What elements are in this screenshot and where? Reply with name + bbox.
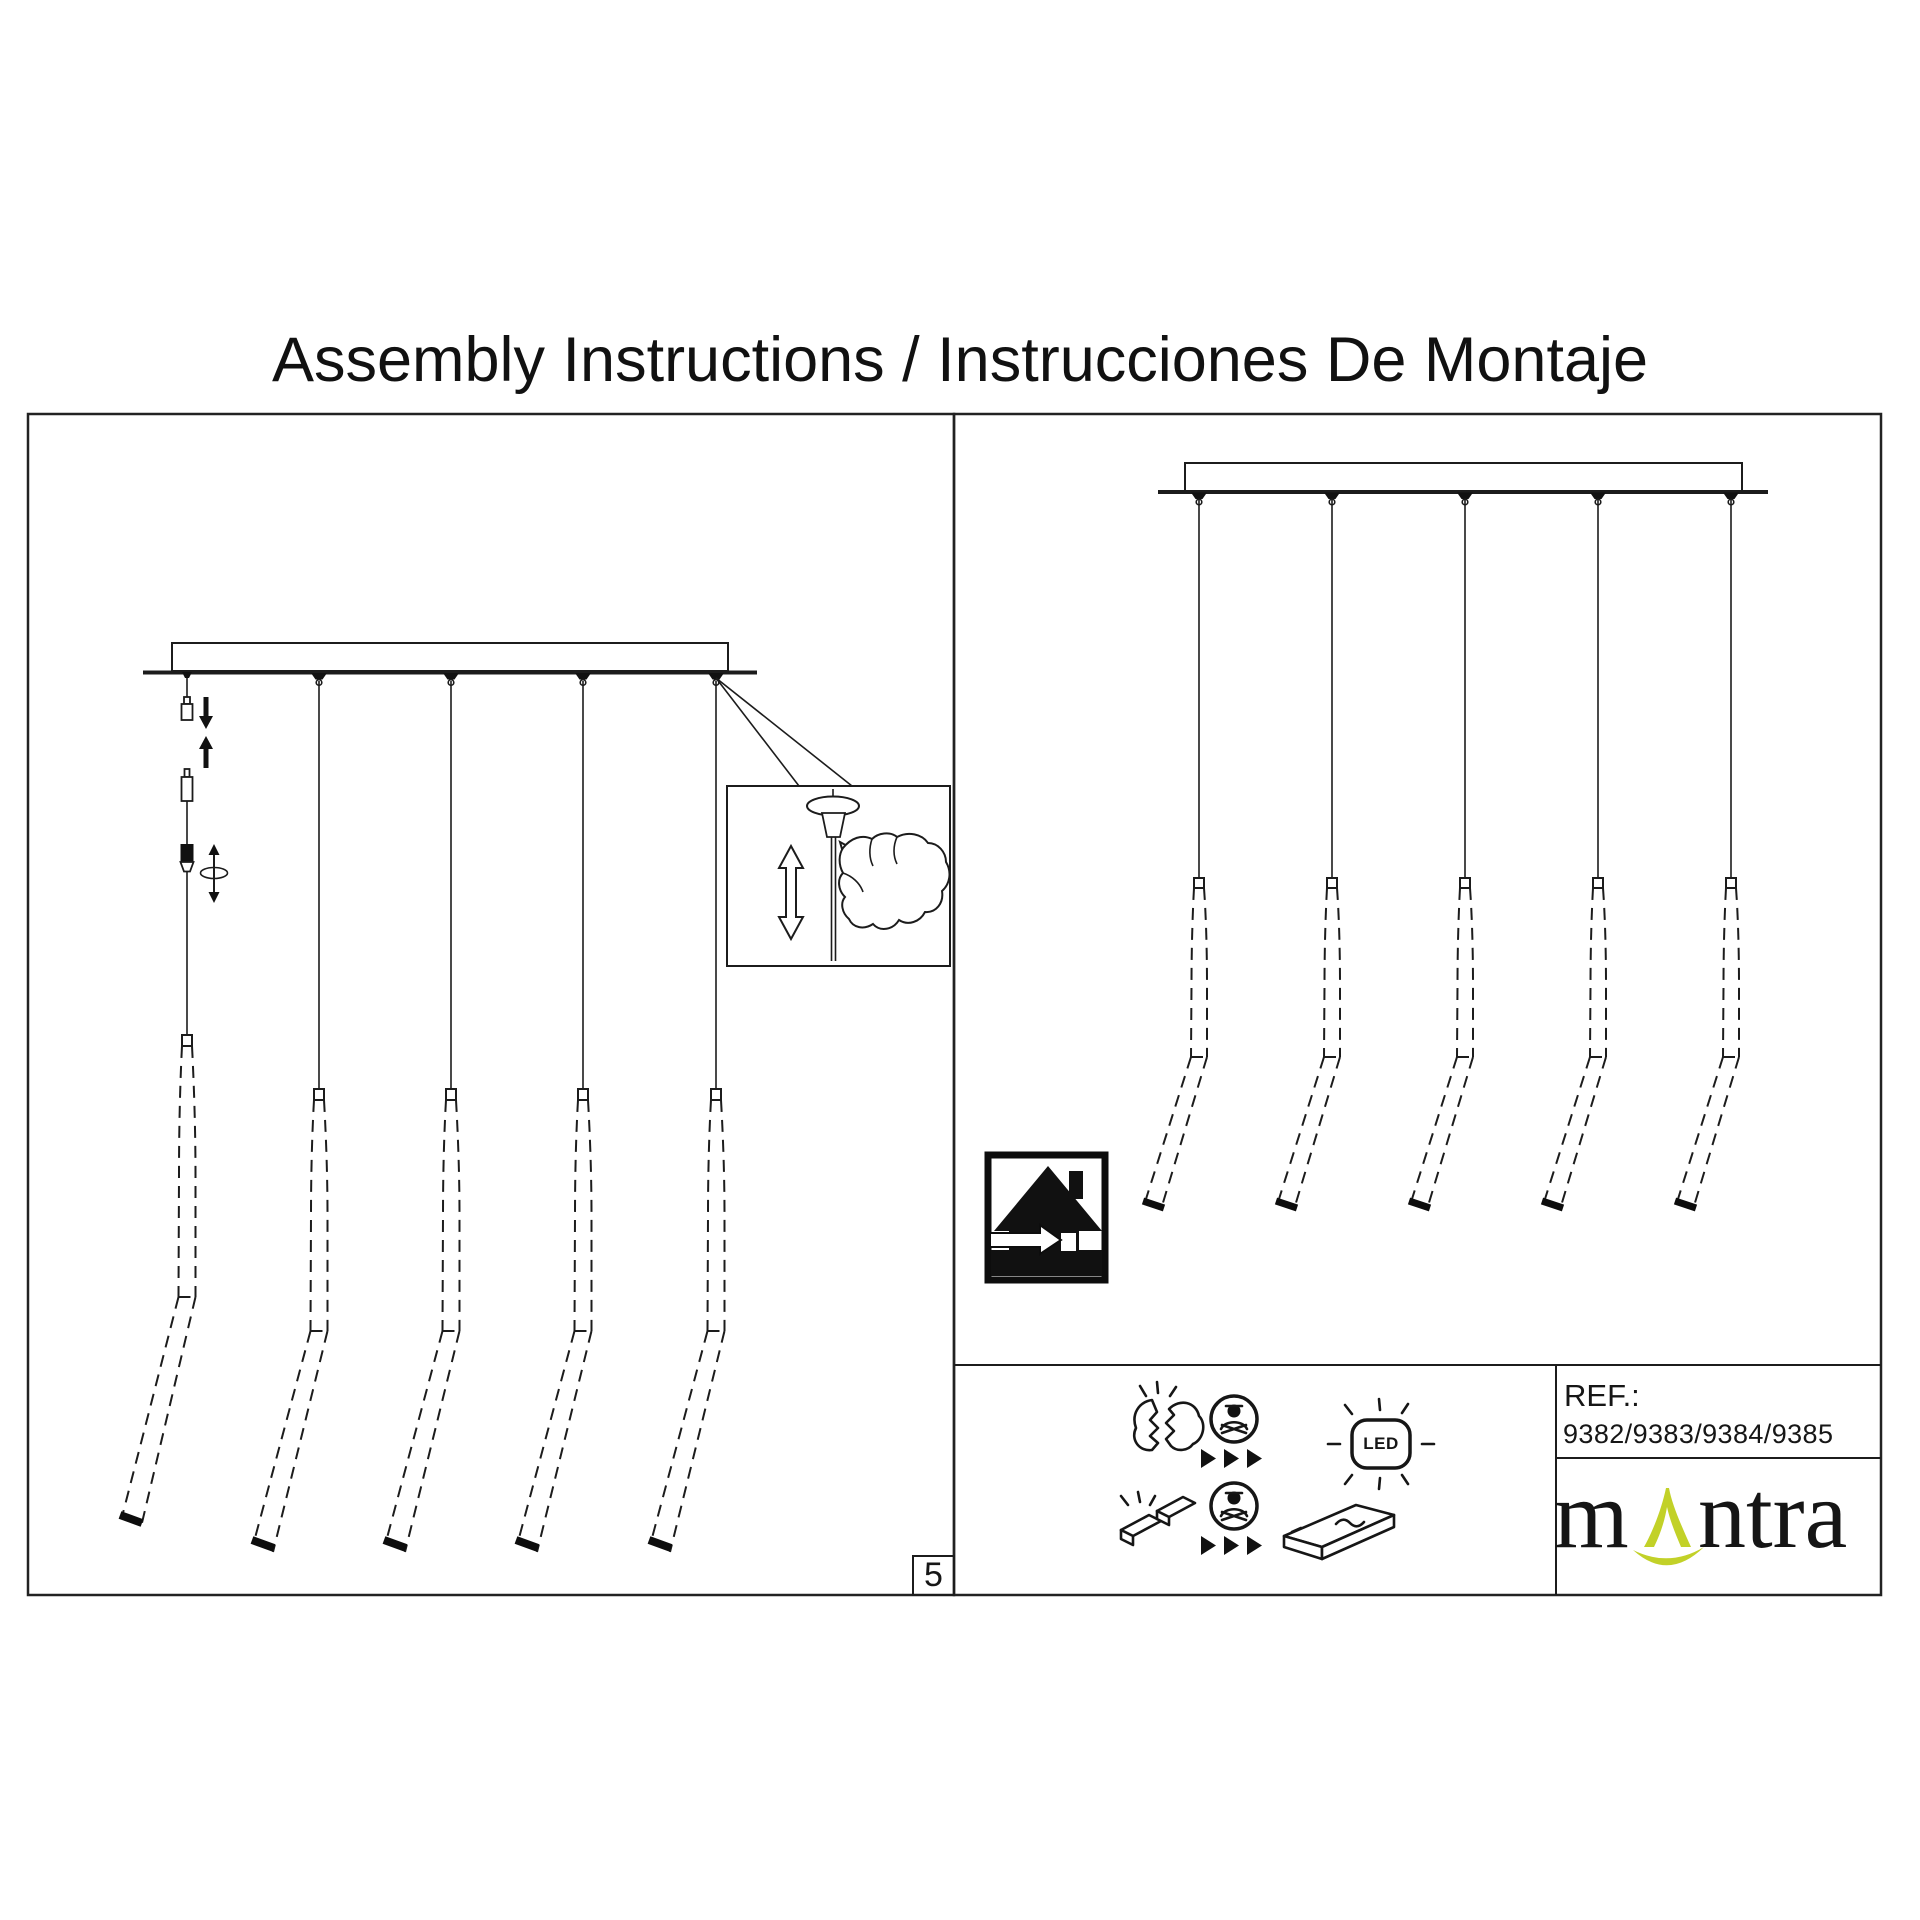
logo-text-suffix: ntra [1698,1467,1848,1568]
mantra-logo [1548,1467,1888,1602]
led-lamp-label: LED [1363,1434,1399,1453]
pendant-tube [252,1089,328,1552]
left-assembly-diagram [120,643,950,1552]
pull-up-arrow-icon [199,736,213,768]
pendant-tube [1409,878,1473,1208]
height-adjustment-inset [727,786,950,966]
qualified-person-icon [1211,1396,1257,1442]
pendant-tube [120,1035,196,1527]
proceed-arrows-icon [1201,1536,1262,1555]
qualified-person-icon [1211,1483,1257,1529]
page-title: Assembly Instructions / Instrucciones De Montaje [271,325,1649,395]
push-down-arrow-icon [199,697,213,729]
pendant-tube [1542,878,1606,1208]
right-panel-border [954,414,1881,1595]
right-assembly-diagram [988,463,1768,1280]
safety-icons [1121,1382,1434,1559]
logo-smile-icon [1633,1547,1704,1565]
page-number: 5 [924,1556,943,1594]
callout-line [716,678,799,786]
pendant-tube [1675,878,1739,1208]
callout-line [716,678,852,786]
exploded-cable-connector [181,672,228,1035]
proceed-arrows-icon [1201,1449,1262,1468]
pendant-tube [516,1089,592,1552]
led-driver-icon [1284,1505,1394,1559]
rotate-connector-icon [201,844,228,903]
ceiling-canopy-right [1185,463,1742,491]
logo-text-prefix: m [1554,1467,1629,1568]
pendant-tube [1276,878,1340,1208]
indoor-use-house-icon [988,1155,1105,1280]
broken-driver-icon [1121,1492,1195,1545]
ref-label: REF.: [1564,1378,1640,1413]
pendant-tube [1143,878,1207,1208]
broken-led-module-icon [1134,1382,1203,1450]
ref-codes: 9382/9383/9384/9385 [1563,1419,1834,1449]
pendant-tube [649,1089,725,1552]
logo-lambda-icon [1644,1488,1691,1547]
ceiling-canopy-left [172,643,728,671]
pendant-tube [384,1089,460,1552]
